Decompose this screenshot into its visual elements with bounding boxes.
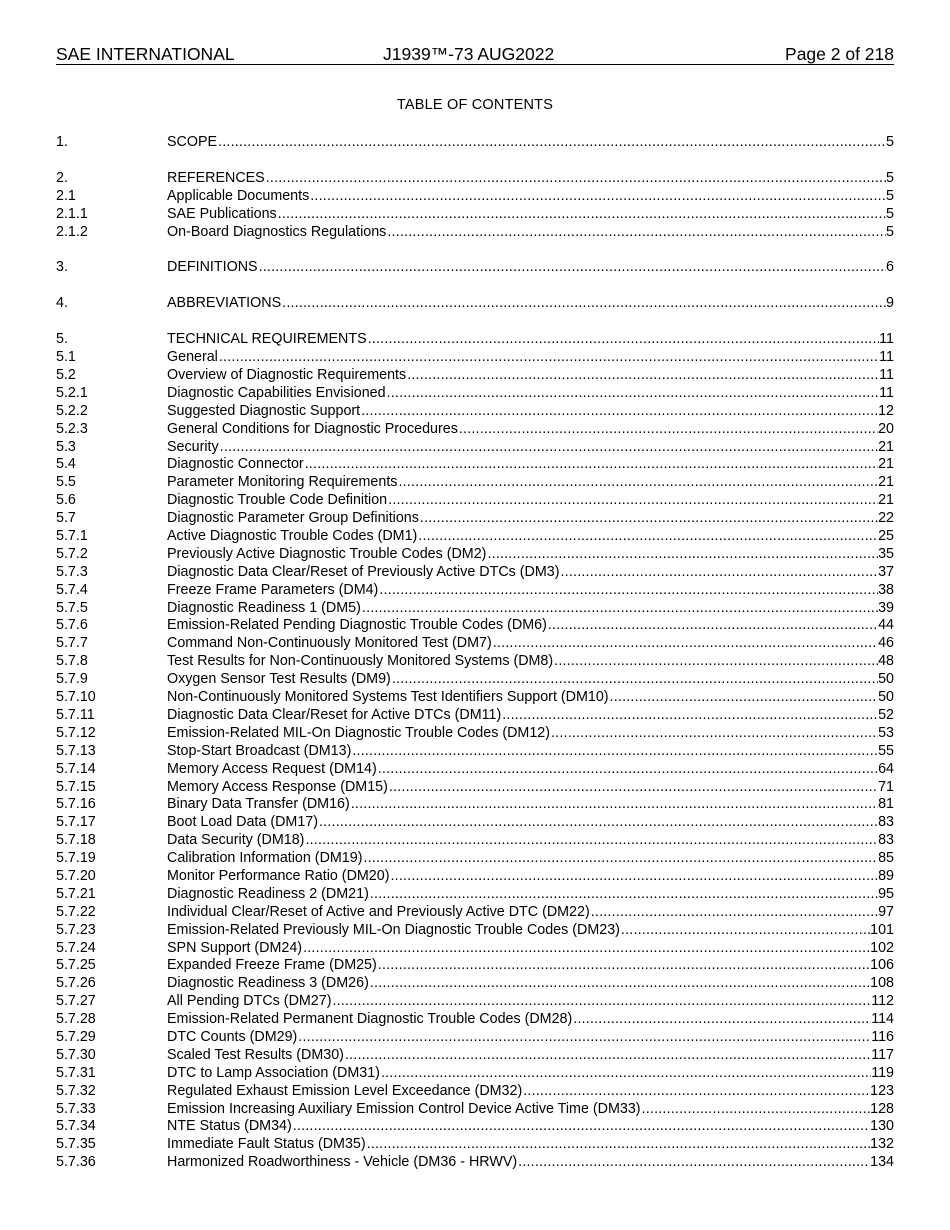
toc-entry-page: 21: [878, 456, 894, 473]
toc-entry[interactable]: [56, 707, 894, 725]
toc-entry-number: 5.7.27: [56, 993, 96, 1010]
toc-entry[interactable]: [56, 403, 894, 421]
toc-entry[interactable]: [56, 940, 894, 958]
toc-dot-leader: [351, 743, 878, 761]
toc-entry-page: 21: [878, 474, 894, 491]
toc-entry-title: Memory Access Request (DM14): [167, 760, 377, 777]
toc-dot-leader: [641, 1101, 871, 1119]
toc-entry[interactable]: [56, 743, 894, 761]
toc-entry-number: 5.7.17: [56, 814, 96, 831]
toc-entry-title: Binary Data Transfer (DM16): [167, 796, 350, 813]
toc-entry[interactable]: [56, 617, 894, 635]
toc-entry-number: 5.7.31: [56, 1064, 96, 1081]
toc-entry-page: 5: [886, 134, 894, 150]
toc-entry[interactable]: [56, 868, 894, 886]
toc-entry-title: Security: [167, 438, 219, 455]
toc-entry-page: 6: [886, 259, 894, 276]
toc-dot-leader: [344, 1047, 871, 1065]
toc-dot-leader: [419, 510, 878, 528]
toc-entry[interactable]: [56, 439, 894, 457]
toc-entry[interactable]: [56, 546, 894, 564]
toc-entry[interactable]: [56, 850, 894, 868]
toc-entry-title: Expanded Freeze Frame (DM25): [167, 957, 377, 974]
toc-entry-page: 37: [878, 563, 894, 580]
toc-entry[interactable]: [56, 1136, 894, 1154]
toc-entry-title: SPN Support (DM24): [167, 939, 303, 956]
toc-entry-title: DTC Counts (DM29): [167, 1028, 298, 1045]
toc-entry-page: 46: [878, 635, 894, 652]
toc-entry[interactable]: [56, 1047, 894, 1065]
header-page-number: Page 2 of 218: [785, 44, 894, 64]
toc-entry-title: Test Results for Non-Continuously Monitored Systems (DM8): [167, 653, 554, 670]
toc-dot-leader: [309, 188, 886, 206]
toc-entry-title: Previously Active Diagnostic Trouble Codes (DM2): [167, 545, 487, 562]
toc-entry-page: 97: [878, 903, 894, 920]
toc-entry[interactable]: [56, 295, 894, 313]
toc-entry[interactable]: [56, 331, 894, 349]
toc-entry[interactable]: [56, 1154, 894, 1172]
toc-entry-title: Emission Increasing Auxiliary Emission Control Device Active Time (DM33): [167, 1100, 641, 1117]
toc-entry-number: 5.7.29: [56, 1028, 96, 1045]
toc-entry-number: 5.7.16: [56, 796, 96, 813]
toc-dot-leader: [553, 653, 878, 671]
toc-dot-leader: [362, 850, 878, 868]
toc-entry-title: Non-Continuously Monitored Systems Test Identifiers Support (DM10): [167, 689, 609, 706]
toc-entry[interactable]: [56, 904, 894, 922]
toc-entry-title: Overview of Diagnostic Requirements: [167, 367, 407, 384]
toc-dot-leader: [258, 259, 886, 277]
toc-dot-leader: [331, 993, 871, 1011]
toc-entry-page: 11: [879, 349, 894, 366]
toc-dot-leader: [292, 1118, 870, 1136]
toc-entry-page: 12: [878, 402, 894, 419]
toc-entry-page: 114: [871, 1011, 894, 1028]
toc-entry-page: 11: [879, 384, 894, 401]
toc-entry-title: Emission-Related Pending Diagnostic Trouble Codes (DM6): [167, 617, 547, 634]
toc-entry-number: 5.7.32: [56, 1082, 96, 1099]
toc-entry-title: Emission-Related Permanent Diagnostic Trouble Codes (DM28): [167, 1011, 573, 1028]
toc-entry-number: 5.2.2: [56, 402, 88, 419]
toc-entry-title: Scaled Test Results (DM30): [167, 1046, 344, 1063]
toc-entry-number: 5.7.4: [56, 581, 88, 598]
toc-dot-leader: [397, 474, 878, 492]
toc-dot-leader: [360, 403, 878, 421]
toc-entry-title: Immediate Fault Status (DM35): [167, 1136, 366, 1153]
toc-entry-page: 50: [878, 689, 894, 706]
toc-entry-title: Suggested Diagnostic Support: [167, 402, 361, 419]
toc-entry-number: 5.7.2: [56, 545, 88, 562]
toc-entry[interactable]: [56, 206, 894, 224]
toc-entry-title: Memory Access Response (DM15): [167, 778, 388, 795]
toc-entry-number: 5.7.15: [56, 778, 96, 795]
toc-entry-page: 9: [886, 295, 894, 312]
toc-dot-leader: [391, 671, 878, 689]
toc-entry[interactable]: [56, 1101, 894, 1119]
toc-dot-leader: [609, 689, 879, 707]
toc-dot-leader: [218, 349, 879, 367]
toc-entry-title: Command Non-Continuously Monitored Test (DM7): [167, 635, 492, 652]
toc-entry-page: 128: [870, 1100, 894, 1117]
toc-entry-title: Monitor Performance Ratio (DM20): [167, 867, 390, 884]
toc-entry-title: Individual Clear/Reset of Active and Previously Active DTC (DM22): [167, 903, 590, 920]
toc-entry-number: 5.7.20: [56, 867, 96, 884]
toc-entry-number: 5.7.21: [56, 885, 96, 902]
toc-entry[interactable]: [56, 814, 894, 832]
toc-entry-number: 5.7.33: [56, 1100, 96, 1117]
toc-entry-number: 5.7.7: [56, 635, 88, 652]
toc-entry-number: 5.6: [56, 492, 76, 509]
toc-entry-title: Harmonized Roadworthiness - Vehicle (DM36 - HRWV): [167, 1154, 518, 1171]
toc-entry-title: Emission-Related Previously MIL-On Diagnostic Trouble Codes (DM23): [167, 921, 620, 938]
toc-entry[interactable]: [56, 188, 894, 206]
toc-entry-page: 95: [878, 885, 894, 902]
toc-entry[interactable]: [56, 1029, 894, 1047]
toc-entry-page: 81: [878, 796, 894, 813]
toc-dot-leader: [304, 456, 878, 474]
toc-entry[interactable]: [56, 796, 894, 814]
toc-entry[interactable]: [56, 1011, 894, 1029]
toc-entry-page: 5: [886, 223, 894, 240]
toc-entry[interactable]: [56, 170, 894, 188]
toc-dot-leader: [380, 1065, 871, 1083]
toc-entry[interactable]: [56, 779, 894, 797]
toc-entry-title: SCOPE: [167, 134, 218, 150]
toc-dot-leader: [387, 492, 878, 510]
toc-entry-number: 5.7.19: [56, 850, 96, 867]
toc-dot-leader: [265, 170, 886, 188]
toc-entry-page: 119: [871, 1064, 894, 1081]
toc-entry-page: 38: [878, 581, 894, 598]
toc-dot-leader: [377, 761, 878, 779]
toc-entry-page: 39: [878, 599, 894, 616]
toc-dot-leader: [378, 582, 878, 600]
toc-entry-title: All Pending DTCs (DM27): [167, 993, 332, 1010]
toc-entry-page: 83: [878, 832, 894, 849]
toc-entry[interactable]: [56, 653, 894, 671]
toc-entry-number: 5.7.30: [56, 1046, 96, 1063]
toc-heading: TABLE OF CONTENTS: [396, 97, 554, 113]
toc-entry-number: 5.7.5: [56, 599, 88, 616]
toc-entry-page: 21: [878, 438, 894, 455]
toc-entry[interactable]: [56, 922, 894, 940]
toc-entry[interactable]: [56, 582, 894, 600]
toc-dot-leader: [281, 295, 886, 313]
toc-entry[interactable]: [56, 528, 894, 546]
toc-entry-title: Oxygen Sensor Test Results (DM9): [167, 671, 391, 688]
toc-entry-number: 5.: [56, 331, 68, 348]
toc-dot-leader: [386, 224, 886, 242]
toc-entry[interactable]: [56, 385, 894, 403]
toc-entry-page: 5: [886, 205, 894, 222]
page-header: [56, 44, 894, 65]
toc-entry-number: 5.7: [56, 510, 76, 527]
toc-entry-number: 5.7.6: [56, 617, 88, 634]
toc-dot-leader: [377, 957, 870, 975]
toc-dot-leader: [522, 1083, 870, 1101]
toc-entry-number: 5.3: [56, 438, 76, 455]
toc-entry-page: 20: [878, 420, 894, 437]
toc-dot-leader: [458, 421, 878, 439]
toc-entry-page: 64: [878, 760, 894, 777]
toc-entry-page: 35: [878, 545, 894, 562]
toc-entry-number: 5.7.1: [56, 528, 88, 545]
toc-dot-leader: [217, 134, 886, 152]
toc-dot-leader: [386, 385, 880, 403]
toc-entry-title: ABBREVIATIONS: [167, 295, 282, 312]
toc-entry-number: 2.1: [56, 187, 76, 204]
toc-entry-title: REFERENCES: [167, 169, 265, 186]
toc-dot-leader: [219, 439, 878, 457]
toc-entry-page: 101: [870, 921, 894, 938]
header-document-id: J1939™-73 AUG2022: [383, 44, 555, 64]
header-organization: SAE INTERNATIONAL: [56, 44, 235, 64]
toc-entry-number: 5.7.9: [56, 671, 88, 688]
toc-entry[interactable]: [56, 259, 894, 277]
toc-entry-title: DEFINITIONS: [167, 259, 258, 276]
toc-entry-title: Diagnostic Parameter Group Definitions: [167, 510, 419, 527]
toc-dot-leader: [297, 1029, 871, 1047]
toc-entry-title: Diagnostic Trouble Code Definition: [167, 492, 388, 509]
toc-entry-title: Diagnostic Connector: [167, 456, 304, 473]
toc-entry-title: SAE Publications: [167, 205, 277, 222]
toc-entry-page: 25: [878, 528, 894, 545]
toc-entry-number: 5.7.35: [56, 1136, 96, 1153]
toc-entry-page: 112: [871, 993, 894, 1010]
toc-entry-page: 85: [878, 850, 894, 867]
toc-entry[interactable]: [56, 957, 894, 975]
toc-entry[interactable]: [56, 689, 894, 707]
toc-entry-number: 3.: [56, 259, 68, 276]
toc-entry[interactable]: [56, 725, 894, 743]
toc-dot-leader: [369, 975, 870, 993]
toc-entry[interactable]: [56, 134, 894, 152]
toc-entry[interactable]: [56, 975, 894, 993]
toc-dot-leader: [620, 922, 870, 940]
toc-entry-title: Active Diagnostic Trouble Codes (DM1): [167, 528, 418, 545]
toc-entry-number: 1.: [56, 134, 68, 150]
toc-dot-leader: [406, 367, 879, 385]
toc-dot-leader: [501, 707, 878, 725]
toc-entry-title: On-Board Diagnostics Regulations: [167, 223, 387, 240]
toc-entry-number: 5.5: [56, 474, 76, 491]
toc-entry-number: 5.4: [56, 456, 76, 473]
toc-entry-number: 5.7.26: [56, 975, 96, 992]
toc-entry-page: 11: [879, 331, 894, 348]
toc-entry[interactable]: [56, 492, 894, 510]
toc-entry[interactable]: [56, 761, 894, 779]
toc-entry-title: Diagnostic Capabilities Envisioned: [167, 384, 386, 401]
toc-entry-page: 22: [878, 510, 894, 527]
toc-entry-number: 5.2.1: [56, 384, 88, 401]
toc-entry-number: 5.7.24: [56, 939, 96, 956]
toc-dot-leader: [547, 617, 878, 635]
toc-entry-page: 106: [870, 957, 894, 974]
toc-dot-leader: [277, 206, 886, 224]
toc-entry-number: 5.7.13: [56, 742, 96, 759]
toc-entry-number: 5.7.28: [56, 1011, 96, 1028]
toc-dot-leader: [369, 886, 878, 904]
toc-dot-leader: [367, 331, 880, 349]
toc-entry-title: Diagnostic Data Clear/Reset of Previously Active DTCs (DM3): [167, 563, 560, 580]
toc-entry[interactable]: [56, 564, 894, 582]
toc-entry-page: 117: [871, 1046, 894, 1063]
toc-dot-leader: [486, 546, 878, 564]
toc-entry-title: General: [167, 349, 218, 366]
toc-dot-leader: [590, 904, 878, 922]
toc-entry-number: 5.7.8: [56, 653, 88, 670]
toc-entry-number: 5.7.25: [56, 957, 96, 974]
toc-dot-leader: [572, 1011, 871, 1029]
toc-entry[interactable]: [56, 600, 894, 618]
toc-entry-title: Calibration Information (DM19): [167, 850, 363, 867]
toc-entry-page: 5: [886, 187, 894, 204]
toc-entry-title: TECHNICAL REQUIREMENTS: [167, 331, 367, 348]
toc-entry[interactable]: [56, 993, 894, 1011]
toc-entry-page: 108: [870, 975, 894, 992]
toc-entry-number: 5.7.22: [56, 903, 96, 920]
toc-entry-number: 2.: [56, 169, 68, 186]
toc-entry-page: 52: [878, 706, 894, 723]
toc-entry-title: Diagnostic Readiness 3 (DM26): [167, 975, 369, 992]
table-of-contents: [56, 134, 894, 1172]
toc-entry[interactable]: [56, 635, 894, 653]
toc-entry[interactable]: [56, 1083, 894, 1101]
toc-entry-title: Regulated Exhaust Emission Level Exceedance (DM32): [167, 1082, 523, 1099]
toc-entry-number: 5.7.10: [56, 689, 96, 706]
toc-entry-page: 50: [878, 671, 894, 688]
toc-entry-number: 4.: [56, 295, 68, 312]
toc-entry-number: 5.7.36: [56, 1154, 96, 1171]
toc-entry-number: 5.7.18: [56, 832, 96, 849]
toc-entry-number: 5.2.3: [56, 420, 88, 437]
toc-entry-page: 53: [878, 724, 894, 741]
toc-entry-title: DTC to Lamp Association (DM31): [167, 1064, 380, 1081]
toc-entry-number: 5.2: [56, 367, 76, 384]
toc-entry[interactable]: [56, 1118, 894, 1136]
toc-entry[interactable]: [56, 474, 894, 492]
toc-entry-title: General Conditions for Diagnostic Procedures: [167, 420, 458, 437]
toc-dot-leader: [517, 1154, 870, 1172]
toc-entry[interactable]: [56, 671, 894, 689]
toc-entry-number: 5.7.12: [56, 724, 96, 741]
toc-entry-title: Diagnostic Readiness 1 (DM5): [167, 599, 361, 616]
toc-entry-page: 5: [886, 169, 894, 186]
toc-dot-leader: [304, 832, 878, 850]
toc-entry-page: 44: [878, 617, 894, 634]
toc-dot-leader: [560, 564, 879, 582]
toc-entry-page: 83: [878, 814, 894, 831]
toc-entry[interactable]: [56, 456, 894, 474]
toc-entry-title: Diagnostic Data Clear/Reset for Active DTCs (DM11): [167, 706, 502, 723]
toc-entry-title: Boot Load Data (DM17): [167, 814, 318, 831]
toc-dot-leader: [417, 528, 878, 546]
toc-entry-title: Parameter Monitoring Requirements: [167, 474, 398, 491]
toc-entry-page: 123: [870, 1082, 894, 1099]
toc-entry-number: 5.7.14: [56, 760, 96, 777]
toc-entry-number: 2.1.2: [56, 223, 88, 240]
toc-entry-page: 48: [878, 653, 894, 670]
toc-entry-page: 21: [878, 492, 894, 509]
toc-entry-page: 11: [879, 367, 894, 384]
toc-entry-page: 134: [870, 1154, 894, 1171]
toc-entry-page: 55: [878, 742, 894, 759]
toc-entry-title: NTE Status (DM34): [167, 1118, 292, 1135]
toc-entry[interactable]: [56, 832, 894, 850]
toc-dot-leader: [389, 868, 878, 886]
toc-entry[interactable]: [56, 421, 894, 439]
toc-entry-page: 116: [871, 1028, 894, 1045]
toc-entry-page: 130: [870, 1118, 894, 1135]
toc-entry-page: 132: [870, 1136, 894, 1153]
toc-dot-leader: [388, 779, 878, 797]
toc-entry[interactable]: [56, 510, 894, 528]
toc-entry[interactable]: [56, 886, 894, 904]
toc-entry-title: Emission-Related MIL-On Diagnostic Trouble Codes (DM12): [167, 724, 550, 741]
toc-entry-page: 89: [878, 867, 894, 884]
toc-entry-number: 5.7.3: [56, 563, 88, 580]
toc-entry[interactable]: [56, 224, 894, 242]
toc-entry-number: 5.7.23: [56, 921, 96, 938]
toc-entry-number: 2.1.1: [56, 205, 88, 222]
toc-dot-leader: [350, 796, 878, 814]
toc-entry-title: Stop-Start Broadcast (DM13): [167, 742, 352, 759]
toc-entry-title: Applicable Documents: [167, 187, 310, 204]
toc-entry-page: 71: [878, 778, 894, 795]
toc-entry[interactable]: [56, 367, 894, 385]
toc-dot-leader: [302, 940, 870, 958]
toc-entry-number: 5.7.34: [56, 1118, 96, 1135]
toc-entry-title: Diagnostic Readiness 2 (DM21): [167, 885, 369, 902]
toc-dot-leader: [318, 814, 878, 832]
toc-entry[interactable]: [56, 349, 894, 367]
toc-dot-leader: [492, 635, 878, 653]
toc-entry[interactable]: [56, 1065, 894, 1083]
toc-entry-page: 102: [870, 939, 894, 956]
toc-dot-leader: [366, 1136, 871, 1154]
toc-entry-number: 5.1: [56, 349, 76, 366]
toc-entry-title: Data Security (DM18): [167, 832, 305, 849]
toc-entry-number: 5.7.11: [56, 706, 95, 723]
toc-dot-leader: [550, 725, 878, 743]
toc-entry-title: Freeze Frame Parameters (DM4): [167, 581, 379, 598]
toc-dot-leader: [361, 600, 878, 618]
